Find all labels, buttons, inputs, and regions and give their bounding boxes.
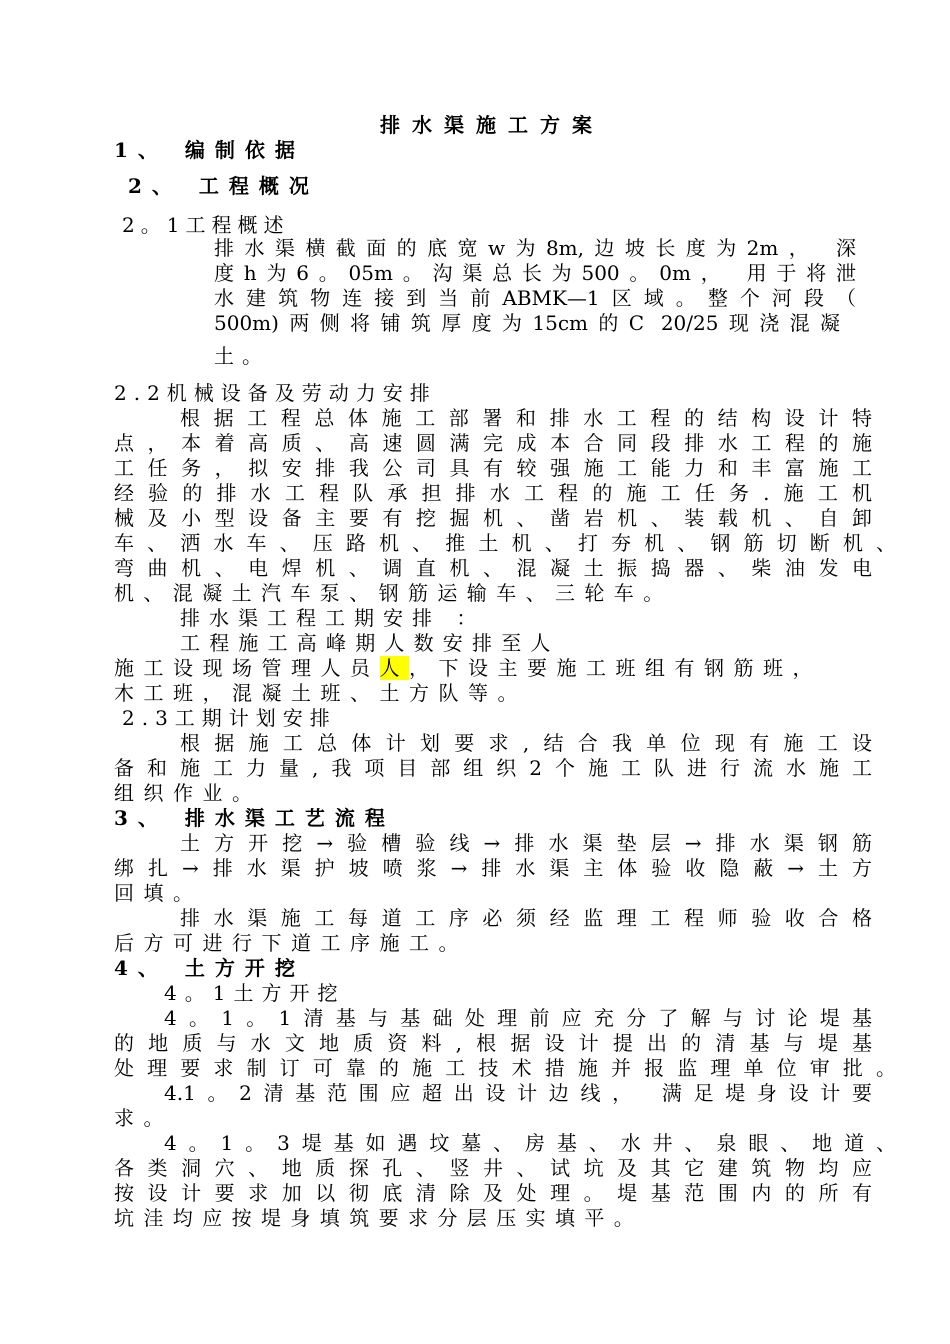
paragraph-line: 后方可进行下道工序施工。	[114, 931, 468, 955]
heading-1: 1、 编制依据	[114, 138, 305, 162]
paragraph-line: 回填。	[114, 881, 203, 905]
document-title: 排水渠施工方案	[380, 113, 604, 137]
paragraph-line: 4。1。3堤基如遇坟墓、房基、水井、泉眼、地道、	[164, 1131, 896, 1155]
heading-3: 3、 排水渠工艺流程	[114, 806, 395, 830]
paragraph-line: 各类洞穴、地质探孔、竖井、试坑及其它建筑物均应	[114, 1156, 872, 1180]
paragraph-line: 500m)两侧将铺筑厚度为15cm的C 20/25现浇混凝	[214, 311, 840, 335]
paragraph-line: 土。	[214, 344, 270, 368]
paragraph-line: 水建筑物连接到当前ABMK—1区域。整个河段（	[214, 286, 856, 310]
section-2-2-title: 2.2机械设备及劳动力安排	[114, 381, 437, 405]
paragraph-line: 点，本着高质、高速圆满完成本合同段排水工程的施	[114, 431, 872, 455]
heading-4: 4、 土方开挖	[114, 956, 305, 980]
section-2-1-title: 2。1工程概述	[122, 213, 290, 237]
paragraph-line: 机、混凝土汽车泵、钢筋运输车、三轮车。	[114, 581, 673, 605]
paragraph-line: 备和施工力量,我项目部组织2个施工队进行流水施工	[114, 756, 872, 780]
paragraph-line: 处理要求制订可靠的施工技术措施并报监理单位审批。	[114, 1056, 896, 1080]
paragraph-line: 的地质与水文地质资料,根据设计提出的清基与堤基	[114, 1031, 872, 1055]
paragraph-line: 工任务，拟安排我公司具有较强施工能力和丰富施工	[114, 456, 872, 480]
paragraph-line: 度h为6。05m。沟渠总长为500。0m， 用于将泄	[214, 261, 856, 285]
paragraph-line: 根据工程总体施工部署和排水工程的结构设计特	[180, 406, 872, 430]
paragraph-line: 4.1。2清基范围应超出设计边线， 满足堤身设计要	[164, 1081, 872, 1105]
section-4-1-title: 4。1土方开挖	[164, 981, 346, 1005]
paragraph-line: 排水渠施工每道工序必须经监理工程师验收合格	[180, 906, 872, 930]
highlighted-text: 人	[379, 656, 409, 680]
paragraph-line: 车、洒水车、压路机、推土机、打夯机、钢筋切断机、	[114, 531, 896, 555]
paragraph-line: 绑扎→排水渠护坡喷浆→排水渠主体验收隐蔽→土方	[114, 856, 872, 880]
paragraph-line: 木工班，混凝土班、土方队等。	[114, 681, 527, 705]
paragraph-line: 4。1。1清基与基础处理前应充分了解与讨论堤基	[164, 1006, 872, 1030]
heading-2: 2、 工程概况	[128, 174, 319, 198]
paragraph-line: 排水渠工程工期安排 ：	[180, 606, 486, 630]
paragraph-line: 弯曲机、电焊机、调直机、混凝土振捣器、柴油发电	[114, 556, 872, 580]
paragraph-line	[114, 656, 904, 681]
paragraph-line: 经验的排水工程队承担排水工程的施工任务.施工机	[114, 481, 872, 505]
paragraph-line: 组织作业。	[114, 781, 262, 805]
text-run: 施工设现场管理人员	[114, 656, 380, 680]
paragraph-line: 求。	[114, 1106, 173, 1130]
paragraph-line: 根据施工总体计划要求,结合我单位现有施工设	[180, 731, 872, 755]
paragraph-line: 按设计要求加以彻底清除及处理。堤基范围内的所有	[114, 1181, 872, 1205]
paragraph-line: 械及小型设备主要有挖掘机、凿岩机、装载机、自卸	[114, 506, 872, 530]
paragraph-line: 土方开挖→验槽验线→排水渠垫层→排水渠钢筋	[180, 831, 872, 855]
paragraph-line: 排水渠横截面的底宽w为8m,边坡长度为2m， 深	[214, 236, 856, 260]
text-run: ，下设主要施工班组有钢筋班，	[409, 656, 822, 680]
section-2-3-title: 2.3工期计划安排	[122, 706, 337, 730]
paragraph-line: 工程施工高峰期人数安排至人	[180, 631, 560, 655]
paragraph-line: 坑洼均应按堤身填筑要求分层压实填平。	[114, 1206, 644, 1230]
